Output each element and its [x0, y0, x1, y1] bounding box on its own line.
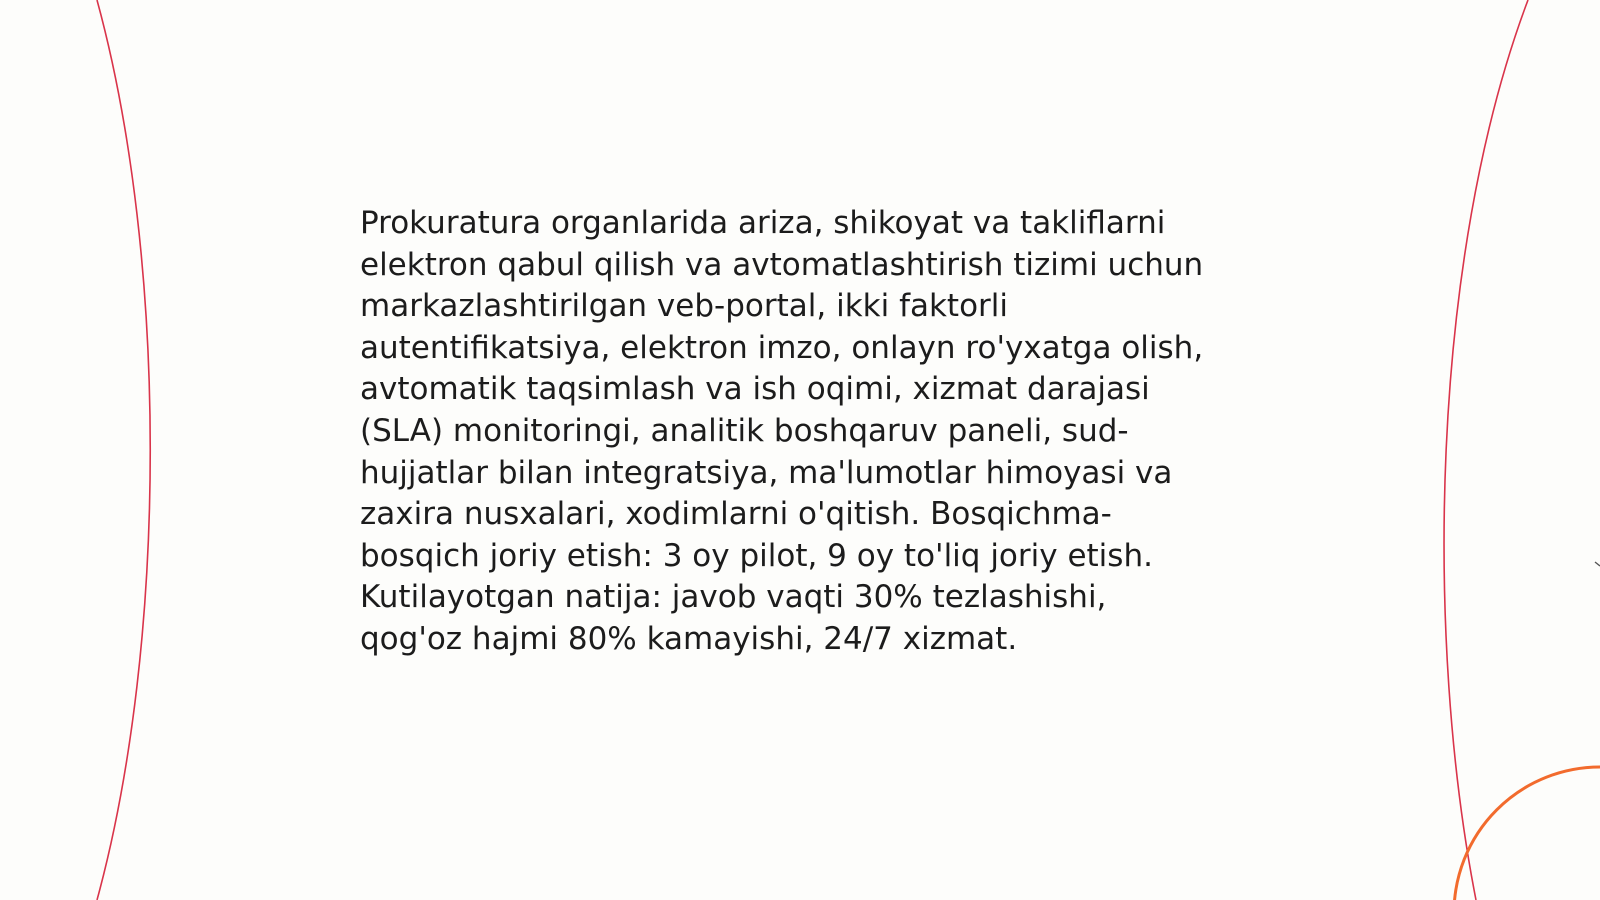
slide-body-text: Prokuratura organlarida ariza, shikoyat va takliflarni elektron qabul qilish va avtomatlashtirish tizimi uchun markazlashtirilgan veb-portal, ikki faktorli autentifikatsiya, elektron imzo, onlayn ro'yxatga olish, avtomatik taqsimlash va ish oqimi, xizmat darajasi (SLA) monitoringi, analitik boshqaruv paneli, sud- hujjatlar bilan integratsiya, ma'lumotlar himoyasi va zaxira nusxalari, xodimlarni o'qitish. Bosqichma- bosqich joriy etish: 3 oy pilot, 9 oy to'liq joriy etish. Kutilayotgan natija: javob vaqti 30% tezlashishi, qog'oz hajmi 80% kamayishi, 24/7 xizmat. — [360, 205, 1204, 657]
left-arc-line — [97, 0, 150, 900]
small-tick-mark — [1595, 562, 1600, 566]
orange-circle-outline — [1454, 767, 1600, 900]
right-arc-line — [1444, 0, 1528, 900]
